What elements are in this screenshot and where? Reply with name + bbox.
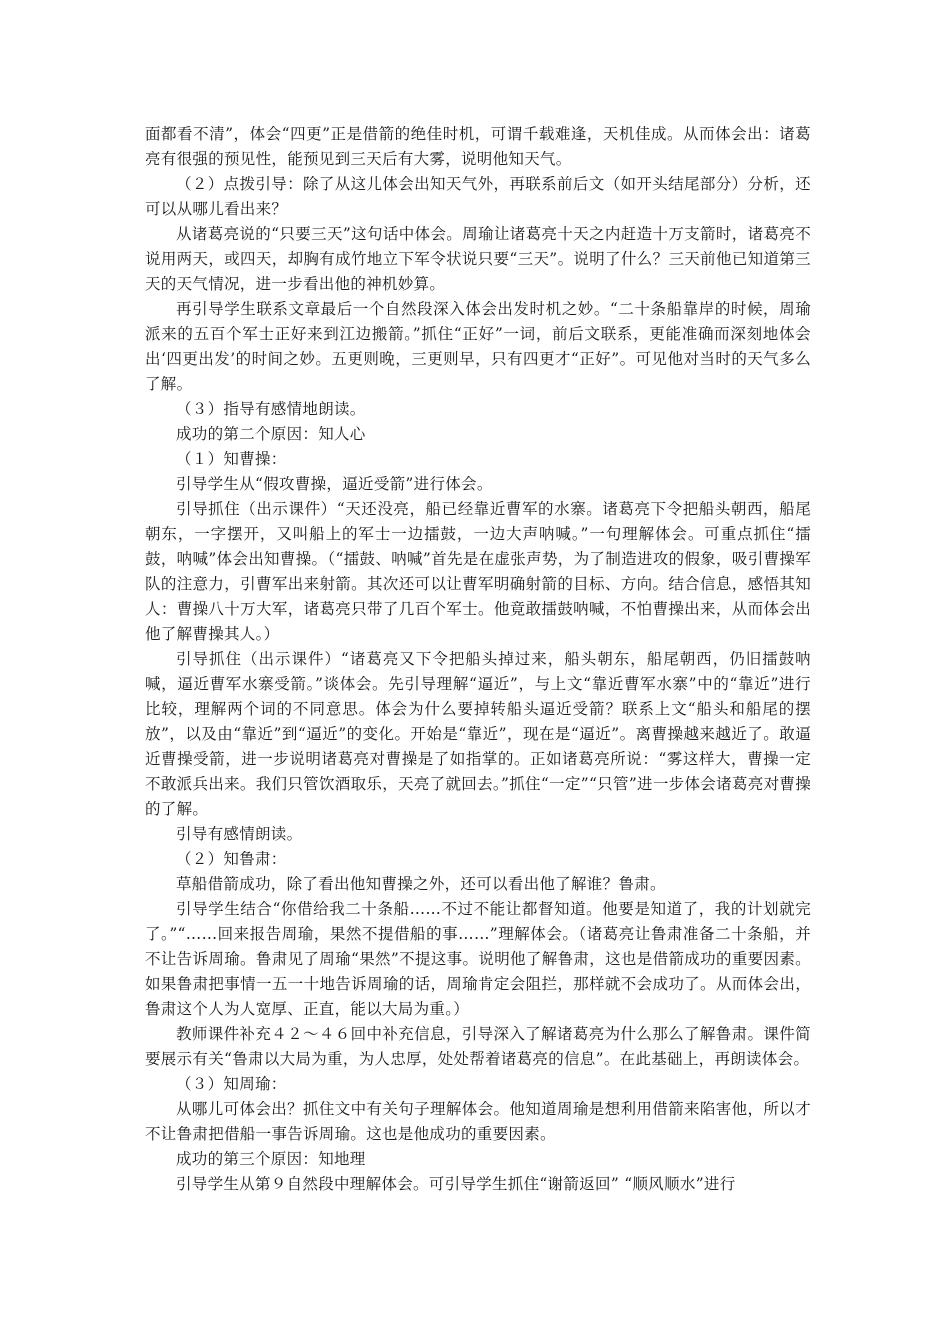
paragraph-reading-3: （３）指导有感情地朗读。 [176,400,366,418]
paragraph-fake-attack: 引导学生从“假攻曹操，逼近受箭”进行体会。 [176,475,493,493]
paragraph-three-days: 从诸葛亮说的“只要三天”这句话中体会。周瑜让诸葛亮十天之内赶造十万支箭时，诸葛亮不说用两天，或四天，却胸有成竹地立下军令状说只要“三天”。说明了什么？三天前他已知道第三天的天气情况，进一步看出他的神机妙算。 [145,225,811,293]
paragraph-approach: 引导抓住（出示课件）“诸葛亮又下令把船头掉过来，船头朝东，船尾朝西，仍旧擂鼓呐喊，逼近曹军水寨受箭。”谈体会。先引导理解“逼近”，与上文“靠近曹军水寨”中的“靠近”进行比较，理解两个词的不同意思。体会为什么要掉转船头逼近受箭？联系上文“船头和船尾的摆放”，以及由“靠近”到“逼近”的变化。开始是“靠近”，现在是“逼近”。离曹操越来越近了。敢逼近曹操受箭，进一步说明诸葛亮对曹操是了如指掌的。正如诸葛亮所说：“雾这样大，曹操一定不敢派兵出来。我们只管饮酒取乐，天亮了就回去。”抓住“一定”“只管”进一步体会诸葛亮对曹操的了解。 [145,650,811,818]
paragraph-geography: 引导学生从第９自然段中理解体会。可引导学生抓住“谢箭返回” “顺风顺水”进行 [176,1175,736,1193]
paragraph-zhouyu: 从哪儿可体会出？抓住文中有关句子理解体会。他知道周瑜是想利用借箭来陷害他，所以才不让鲁肃把借船一事告诉周瑜。这也是他成功的重要因素。 [145,1100,811,1143]
heading-know-caocao: （１）知曹操： [176,450,287,468]
heading-reason-3: 成功的第三个原因：知地理 [176,1150,366,1168]
paragraph-continuation: 面都看不清”，体会“四更”正是借箭的绝佳时机，可谓千载难逢，天机佳成。从而体会出：诸葛亮有很强的预见性，能预见到三天后有大雾，说明他知天气。 [145,125,811,168]
heading-reason-2: 成功的第二个原因：知人心 [176,425,366,443]
paragraph-lusu-analysis: 引导学生结合“你借给我二十条船……不过不能让都督知道。他要是知道了，我的计划就完了。”“……回来报告周瑜，果然不提借船的事……”理解体会。（诸葛亮让鲁肃准备二十条船，并不让告诉周瑜。鲁肃见了周瑜“果然”不提这事。说明他了解鲁肃，这也是借箭成功的重要因素。如果鲁肃把事情一五一十地告诉周瑜的话，周瑜肯定会阻拦，那样就不会成功了。从而体会出，鲁肃这个人为人宽厚、正直，能以大局为重。） [145,900,811,1018]
paragraph-drums: 引导抓住（出示课件）“天还没亮，船已经靠近曹军的水寨。诸葛亮下令把船头朝西，船尾朝东，一字摆开，又叫船上的军士一边擂鼓，一边大声呐喊。”一句理解体会。可重点抓住“擂鼓，呐喊”体会出知曹操。（“擂鼓、呐喊”首先是在虚张声势，为了制造进攻的假象，吸引曹操军队的注意力，引曹军出来射箭。其次还可以让曹军明确射箭的目标、方向。结合信息，感悟其知人：曹操八十万大军，诸葛亮只带了几百个军士。他竟敢擂鼓呐喊，不怕曹操出来，从而体会出他了解曹操其人。） [145,500,811,643]
heading-know-lusu: （２）知鲁肃： [176,850,287,868]
paragraph-read-emotion: 引导有感情朗读。 [176,825,303,843]
document-page [145,122,811,1197]
heading-know-zhouyu: （３）知周瑜： [176,1075,287,1093]
paragraph-timing: 再引导学生联系文章最后一个自然段深入体会出发时机之妙。“二十条船靠岸的时候，周瑜派来的五百个军士正好来到江边搬箭。”抓住“正好”一词，前后文联系，更能准确而深刻地体会出‘四更出发’的时间之妙。五更则晚，三更则早，只有四更才“正好”。可见他对当时的天气多么了解。 [145,300,811,393]
paragraph-guidance-2: （２）点拨引导：除了从这儿体会出知天气外，再联系前后文（如开头结尾部分）分析，还可以从哪儿看出来？ [145,175,811,218]
paragraph-courseware: 教师课件补充４２～４６回中补充信息，引导深入了解诸葛亮为什么那么了解鲁肃。课件简要展示有关“鲁肃以大局为重，为人忠厚，处处帮着诸葛亮的信息”。在此基础上，再朗读体会。 [145,1025,811,1068]
paragraph-lusu-question: 草船借箭成功，除了看出他知曹操之外，还可以看出他了解谁？鲁肃。 [176,875,666,893]
